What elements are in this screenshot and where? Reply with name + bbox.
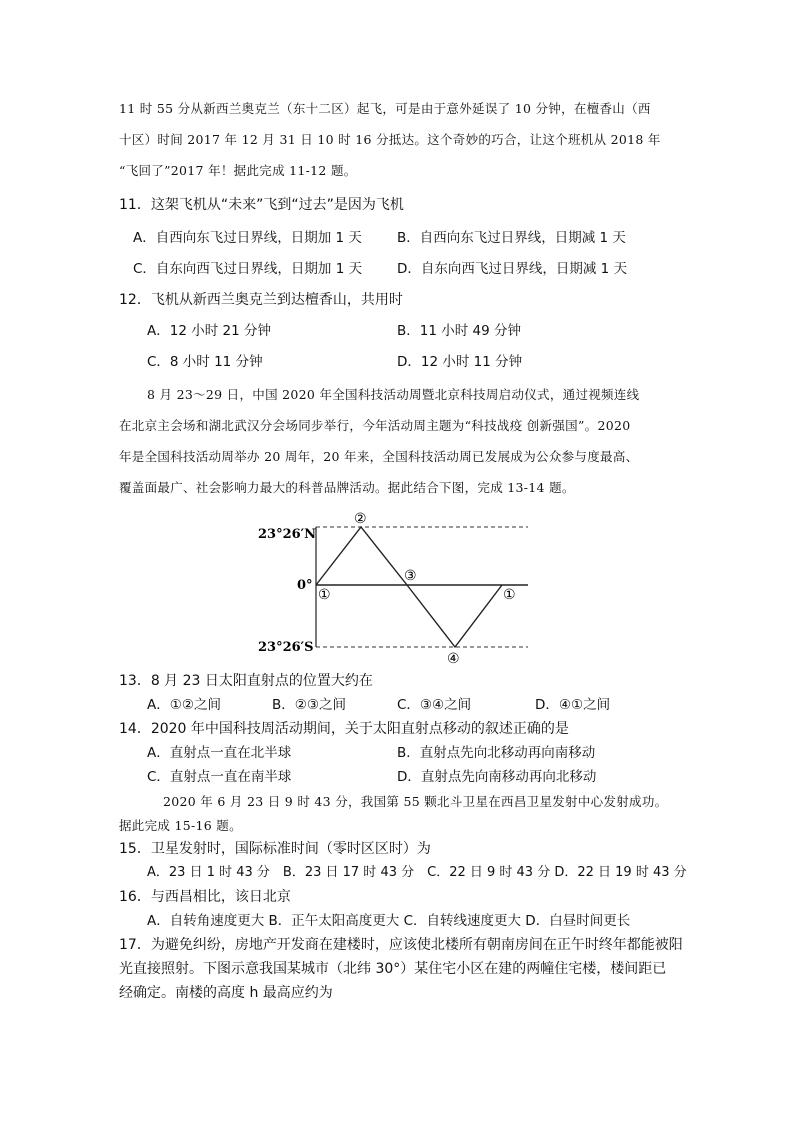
label-23s: 23°26′S (258, 640, 314, 655)
q11-option-b[interactable]: B．自西向东飞过日界线，日期减 1 天 (397, 230, 626, 246)
passage1-line1: 11 时 55 分从新西兰奥克兰（东十二区）起飞，可是由于意外延误了 10 分钟，在檀香山（西 (119, 101, 651, 116)
q14-stem: 14．2020 年中国科技周活动期间，关于太阳直射点移动的叙述正确的是 (119, 721, 569, 737)
sun-point-diagram (250, 508, 540, 668)
q17-line1: 17．为避免纠纷，房地产开发商在建楼时，应该使北楼所有朝南房间在正午时终年都能被阳 (119, 937, 683, 953)
q12-stem: 12．飞机从新西兰奥克兰到达檀香山，共用时 (119, 292, 403, 308)
point-1-right: ① (503, 587, 516, 603)
q17-line2: 光直接照射。下图示意我国某城市（北纬 30°）某住宅小区在建的两幢住宅楼，楼间距已 (119, 961, 667, 977)
q16-stem: 16．与西昌相比，该日北京 (119, 889, 291, 905)
q11-option-a[interactable]: A．自西向东飞过日界线，日期加 1 天 (133, 230, 362, 246)
q14-option-d[interactable]: D．直射点先向南移动再向北移动 (397, 769, 597, 785)
q16-options[interactable]: A．自转角速度更大 B．正午太阳高度更大 C．自转线速度更大 D．白昼时间更长 (147, 913, 631, 929)
passage3-line2: 据此完成 15-16 题。 (119, 818, 242, 833)
passage2-line4: 覆盖面最广、社会影响力最大的科普品牌活动。据此结合下图，完成 13-14 题。 (119, 480, 575, 495)
sun-point-path (316, 527, 502, 647)
passage2-line3: 年是全国科技活动周举办 20 周年，20 年来，全国科技活动周已发展成为公众参与度最高、 (119, 449, 639, 464)
q13-option-a[interactable]: A．①②之间 (147, 697, 221, 713)
label-equator: 0° (297, 578, 313, 593)
passage1-line2: 十区）时间 2017 年 12 月 31 日 10 时 16 分抵达。这个奇妙的巧合，让这个班机从 2018 年 (119, 132, 661, 147)
passage1-line3: “飞回了”2017 年！据此完成 11-12 题。 (119, 163, 357, 178)
q13-option-d[interactable]: D．④①之间 (535, 697, 611, 713)
q11-option-c[interactable]: C．自东向西飞过日界线，日期加 1 天 (133, 261, 363, 277)
q13-stem: 13．8 月 23 日太阳直射点的位置大约在 (119, 673, 373, 689)
q14-option-b[interactable]: B．直射点先向北移动再向南移动 (397, 745, 596, 761)
q15-options[interactable]: A．23 日 1 时 43 分 B．23 日 17 时 43 分 C．22 日 9 时 43 分 D．22 日 19 时 43 分 (147, 865, 687, 880)
q11-stem: 11．这架飞机从“未来”飞到“过去”是因为飞机 (119, 197, 404, 213)
q15-stem: 15．卫星发射时，国际标准时间（零时区区时）为 (119, 841, 431, 857)
passage2-line1: 8 月 23～29 日，中国 2020 年全国科技活动周暨北京科技周启动仪式，通过视频连线 (147, 387, 640, 402)
q12-option-b[interactable]: B．11 小时 49 分钟 (397, 323, 521, 339)
point-4: ④ (447, 651, 460, 667)
q12-option-a[interactable]: A．12 小时 21 分钟 (147, 323, 271, 339)
q13-option-b[interactable]: B．②③之间 (272, 697, 346, 713)
q12-option-c[interactable]: C．8 小时 11 分钟 (147, 354, 263, 370)
q13-option-c[interactable]: C．③④之间 (397, 697, 472, 713)
q14-option-c[interactable]: C．直射点一直在南半球 (147, 769, 292, 785)
passage2-line2: 在北京主会场和湖北武汉分会场同步举行，今年活动周主题为“科技战疫 创新强国”。2020 (119, 418, 631, 433)
q14-option-a[interactable]: A．直射点一直在北半球 (147, 745, 292, 761)
q17-line3: 经确定。南楼的高度 h 最高应约为 (119, 985, 333, 1001)
q12-option-d[interactable]: D．12 小时 11 分钟 (397, 354, 523, 370)
point-1-left: ① (318, 587, 331, 603)
label-23n: 23°26′N (258, 527, 316, 542)
q11-option-d[interactable]: D．自东向西飞过日界线，日期减 1 天 (397, 261, 628, 277)
passage3-line1: 2020 年 6 月 23 日 9 时 43 分，我国第 55 颗北斗卫星在西昌卫星发射中心发射成功。 (163, 794, 668, 809)
point-3: ③ (404, 568, 417, 584)
point-2: ② (354, 511, 367, 527)
